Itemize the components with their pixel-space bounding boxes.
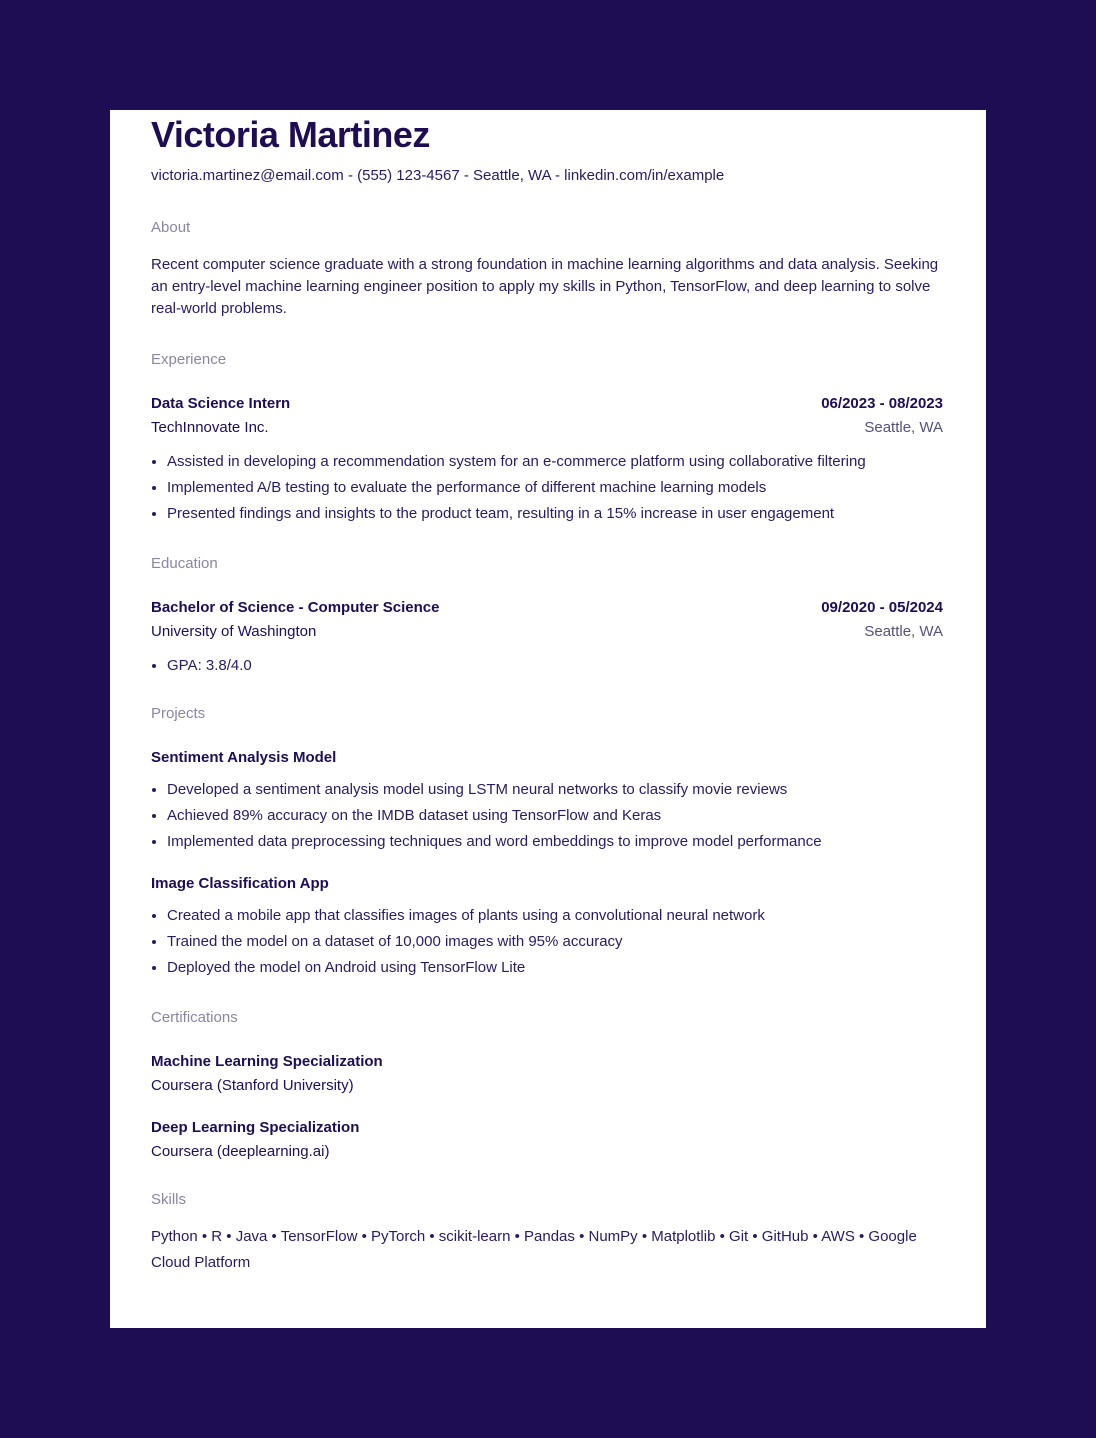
- job-title: Data Science Intern: [151, 395, 291, 412]
- degree: Bachelor of Science - Computer Science: [151, 599, 440, 616]
- about-heading: About: [151, 219, 191, 236]
- list-item: • GPA: 3.8/4.0: [167, 656, 943, 676]
- project-name: Sentiment Analysis Model: [151, 749, 337, 766]
- education-dates: 09/2020 - 05/2024: [821, 599, 943, 616]
- skills-list: Python • R • Java • TensorFlow • PyTorch • scikit-learn • Pandas • NumPy • Matplotlib • Git • GitHub • AWS • Google Cloud Platform: [151, 1228, 917, 1271]
- experience-entry: [151, 392, 943, 524]
- list-item: • Presented findings and insights to the product team, resulting in a 15% increase in user engagement: [167, 504, 943, 524]
- education-entry: [151, 596, 943, 676]
- project-entry: [151, 748, 943, 852]
- project-bullets: [151, 906, 943, 978]
- certification-name: Deep Learning Specialization: [151, 1119, 360, 1136]
- experience-heading: Experience: [151, 351, 227, 368]
- project-name: Image Classification App: [151, 875, 329, 892]
- certification-issuer: Coursera (deeplearning.ai): [151, 1143, 330, 1160]
- certification-issuer: Coursera (Stanford University): [151, 1077, 354, 1094]
- list-item: • Developed a sentiment analysis model using LSTM neural networks to classify movie reviews: [167, 780, 943, 800]
- list-item: • Implemented A/B testing to evaluate the performance of different machine learning models: [167, 478, 943, 498]
- school-location: Seattle, WA: [864, 623, 943, 640]
- list-item: • Deployed the model on Android using TensorFlow Lite: [167, 958, 943, 978]
- skills-heading: Skills: [151, 1191, 187, 1208]
- list-item: • Assisted in developing a recommendation system for an e-commerce platform using collaborative filtering: [167, 452, 943, 472]
- project-entry: [151, 874, 943, 978]
- job-location: Seattle, WA: [864, 419, 943, 436]
- company-name: TechInnovate Inc.: [151, 419, 269, 436]
- contact-line: victoria.martinez@email.com - (555) 123-4567 - Seattle, WA - linkedin.com/in/example: [151, 167, 725, 184]
- candidate-name: Victoria Martinez: [151, 114, 430, 155]
- education-bullets: [151, 656, 943, 676]
- certifications-heading: Certifications: [151, 1009, 238, 1026]
- job-dates: 06/2023 - 08/2023: [821, 395, 943, 412]
- school-name: University of Washington: [151, 623, 317, 640]
- certification-entry: [151, 1050, 943, 1098]
- list-item: • Trained the model on a dataset of 10,000 images with 95% accuracy: [167, 932, 943, 952]
- list-item: • Implemented data preprocessing techniques and word embeddings to improve model performance: [167, 832, 943, 852]
- certification-name: Machine Learning Specialization: [151, 1053, 383, 1070]
- about-text: Recent computer science graduate with a strong foundation in machine learning algorithms and data analysis. Seeking an entry-level machine learning engineer position to apply my skills in Python, TensorFlow, and deep learning to solve real-world problems.: [151, 256, 939, 317]
- list-item: • Created a mobile app that classifies images of plants using a convolutional neural network: [167, 906, 943, 926]
- resume-page: [110, 110, 986, 1328]
- certification-entry: [151, 1116, 943, 1164]
- project-bullets: [151, 780, 943, 852]
- projects-heading: Projects: [151, 705, 206, 722]
- education-heading: Education: [151, 555, 218, 572]
- list-item: • Achieved 89% accuracy on the IMDB dataset using TensorFlow and Keras: [167, 806, 943, 826]
- experience-bullets: [151, 452, 943, 524]
